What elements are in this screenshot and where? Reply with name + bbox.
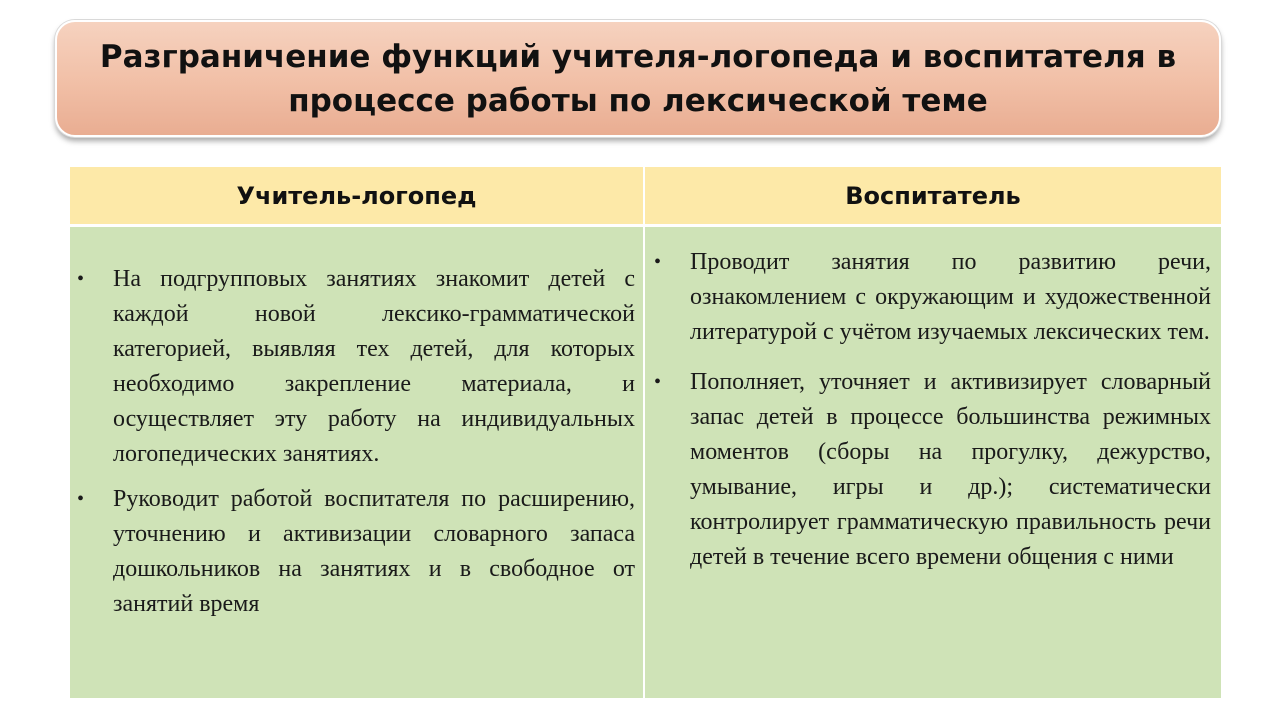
slide-title: Разграничение функций учителя-логопеда и воспитателя в процессе работы по лексической теме [99, 38, 1177, 119]
list-item: • На подгрупповых занятиях знакомит детей с каждой новой лексико-грамматической категорией, выявляя тех детей, для которых необходимо закрепление материала, и осуществляет эту работу на индивидуальных логопедических занятиях. [113, 262, 635, 472]
speech-therapist-list [70, 227, 643, 622]
bullet-icon: • [654, 371, 662, 393]
speech-therapist-cell [70, 226, 644, 699]
bullet-icon: • [77, 268, 85, 290]
comparison-table [70, 167, 1221, 698]
bullet-icon: • [77, 488, 85, 510]
educator-cell [644, 226, 1221, 699]
table-body-row [70, 226, 1221, 699]
header-speech-therapist: Учитель-логопед [70, 167, 644, 226]
bullet-icon: • [654, 251, 662, 273]
title-banner [55, 20, 1221, 137]
table-header-row [70, 167, 1221, 226]
educator-list [645, 227, 1221, 575]
list-item: • Проводит занятия по развитию речи, ознакомлением с окружающим и художественной литературой с учётом изучаемых лексических тем. [690, 245, 1211, 350]
list-item: • Пополняет, уточняет и активизирует словарный запас детей в процессе большинства режимных моментов (сборы на прогулку, дежурство, умывание, игры и др.); систематически контролирует грамматическую правильность речи детей в течение всего времени общения с ними [690, 365, 1211, 575]
list-item: • Руководит работой воспитателя по расширению, уточнению и активизации словарного запаса дошкольников на занятиях и в свободное от занятий время [113, 482, 635, 622]
header-educator: Воспитатель [644, 167, 1221, 226]
